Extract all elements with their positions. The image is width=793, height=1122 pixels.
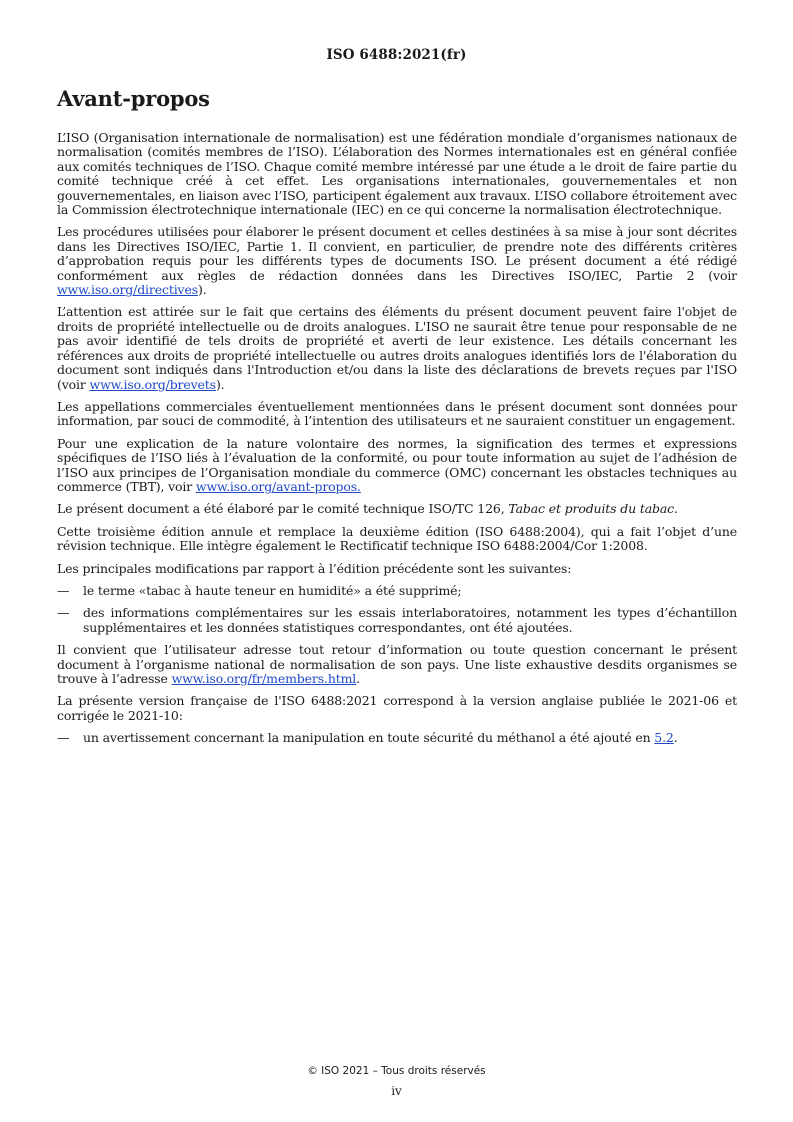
committee-title: Tabac et produits du tabac: [508, 501, 675, 517]
list-item-text: [83, 731, 737, 745]
paragraph-patent-rights-end: ).: [215, 376, 225, 392]
document-id-header: ISO 6488:2021(fr): [326, 47, 467, 63]
page-title: Avant-propos: [57, 86, 210, 111]
copyright-footer: © ISO 2021 – Tous droits réservés: [307, 1065, 486, 1077]
dash-bullet: —: [57, 730, 70, 746]
paragraph-voluntary-nature: [57, 437, 737, 495]
clause-5-2-link[interactable]: 5.2: [654, 730, 674, 746]
list-item-text: le terme «tabac à haute teneur en humidité» a été supprimé;: [83, 582, 462, 598]
methanol-warning-end: .: [673, 730, 678, 746]
paragraph-patent-rights-text: L’attention est attirée sur le fait que certains des éléments du présent document peuvent faire l'objet de droits de propriété intellectuelle ou de droits analogues. L'ISO ne saurait être tenue pour responsable de ne pas avoir identifié de tels droits de propriété et averti de leur existence. Les détails concernant les références aux droits de propriété intellectuelle ou autres droits analogues identifiés lors de l'élaboration du document sont indiqués dans l'Introduction et/ou dans la liste des déclarations de brevets reçues par l'ISO (voir: [57, 304, 737, 392]
paragraph-trade-names: Les appellations commerciales éventuellement mentionnées dans le présent document sont données pour information, par souci de commodité, à l’intention des utilisateurs et ne sauraient constituer un engagement.: [57, 398, 737, 429]
paragraph-feedback-end: .: [356, 671, 360, 686]
members-link[interactable]: www.iso.org/fr/members.html: [171, 671, 357, 686]
patents-link[interactable]: www.iso.org/brevets: [89, 376, 216, 392]
paragraph-committee-text: Le présent document a été élaboré par le comité technique ISO/TC 126,: [57, 501, 509, 517]
methanol-warning-text: un avertissement concernant la manipulation en toute sécurité du méthanol a été ajouté en: [83, 730, 655, 746]
list-item: [57, 731, 737, 745]
paragraph-iso-intro: L’ISO (Organisation internationale de normalisation) est une fédération mondiale d’organismes nationaux de normalisation (comités membres de l’ISO). L’élaboration des Normes internationales est en général confiée aux comités techniques de l’ISO. Chaque comité membre intéressé par une étude a le droit de faire partie du comité technique créé à cet effet. Les organisations internationales, gouvernementales et non gouvernementales, en liaison avec l’ISO, participent également aux travaux. L’ISO collabore étroitement avec la Commission électrotechnique internationale (IEC) en ce qui concerne la normalisation électrotechnique.: [57, 130, 737, 218]
paragraph-procedures-text: Les procédures utilisées pour élaborer le présent document et celles destinées à sa mise à jour sont décrites dans les Directives ISO/IEC, Partie 1. Il convient, en particulier, de prendre note des différents critères d’approbation requis pour les différents types de documents ISO. Le présent document a été rédigé conformément aux règles de rédaction données dans les Directives ISO/IEC, Partie 2 (voir: [57, 224, 737, 283]
directives-link[interactable]: www.iso.org/directives: [57, 282, 198, 298]
paragraph-committee-end: .: [674, 501, 678, 517]
list-item-text: des informations complémentaires sur les essais interlaboratoires, notamment les types d’échantillon supplémentaires et les données statistiques correspondantes, ont été ajoutées.: [83, 605, 737, 635]
paragraph-feedback-text: Il convient que l’utilisateur adresse tout retour d’information ou toute question concernant le présent document à l’organisme national de normalisation de son pays. Une liste exhaustive desdits organismes se trouve à l’adresse: [57, 642, 737, 686]
paragraph-procedures-end: ).: [197, 282, 207, 298]
paragraph-committee: [57, 502, 737, 516]
list-item: [57, 606, 737, 635]
paragraph-procedures: [57, 225, 737, 297]
paragraph-voluntary-nature-text: Pour une explication de la nature volontaire des normes, la signification des termes et expressions spécifiques de l’ISO liés à l’évaluation de la conformité, ou pour toute information au sujet de l’adhésion de l’ISO aux principes de l’Organisation mondiale du commerce (OMC) concernant les obstacles techniques au commerce (TBT), voir: [57, 435, 737, 494]
paragraph-french-version: La présente version française de l'ISO 6488:2021 correspond à la version anglaise publiée le 2021-06 et corrigée le 2021-10:: [57, 693, 737, 723]
page-number: iv: [391, 1084, 402, 1098]
foreword-link[interactable]: www.iso.org/avant-propos.: [195, 478, 361, 494]
paragraph-feedback: [57, 643, 737, 686]
list-item: [57, 584, 737, 598]
paragraph-patent-rights: [57, 305, 737, 391]
paragraph-edition: Cette troisième édition annule et remplace la deuxième édition (ISO 6488:2004), qui a fait l’objet d’une révision technique. Elle intègre également le Rectificatif technique ISO 6488:2004/Cor 1:2008.: [57, 523, 737, 554]
dash-bullet: —: [57, 605, 70, 621]
document-body: [57, 131, 737, 754]
paragraph-changes-intro: Les principales modifications par rapport à l’édition précédente sont les suivantes:: [57, 560, 572, 576]
dash-bullet: —: [57, 582, 70, 598]
